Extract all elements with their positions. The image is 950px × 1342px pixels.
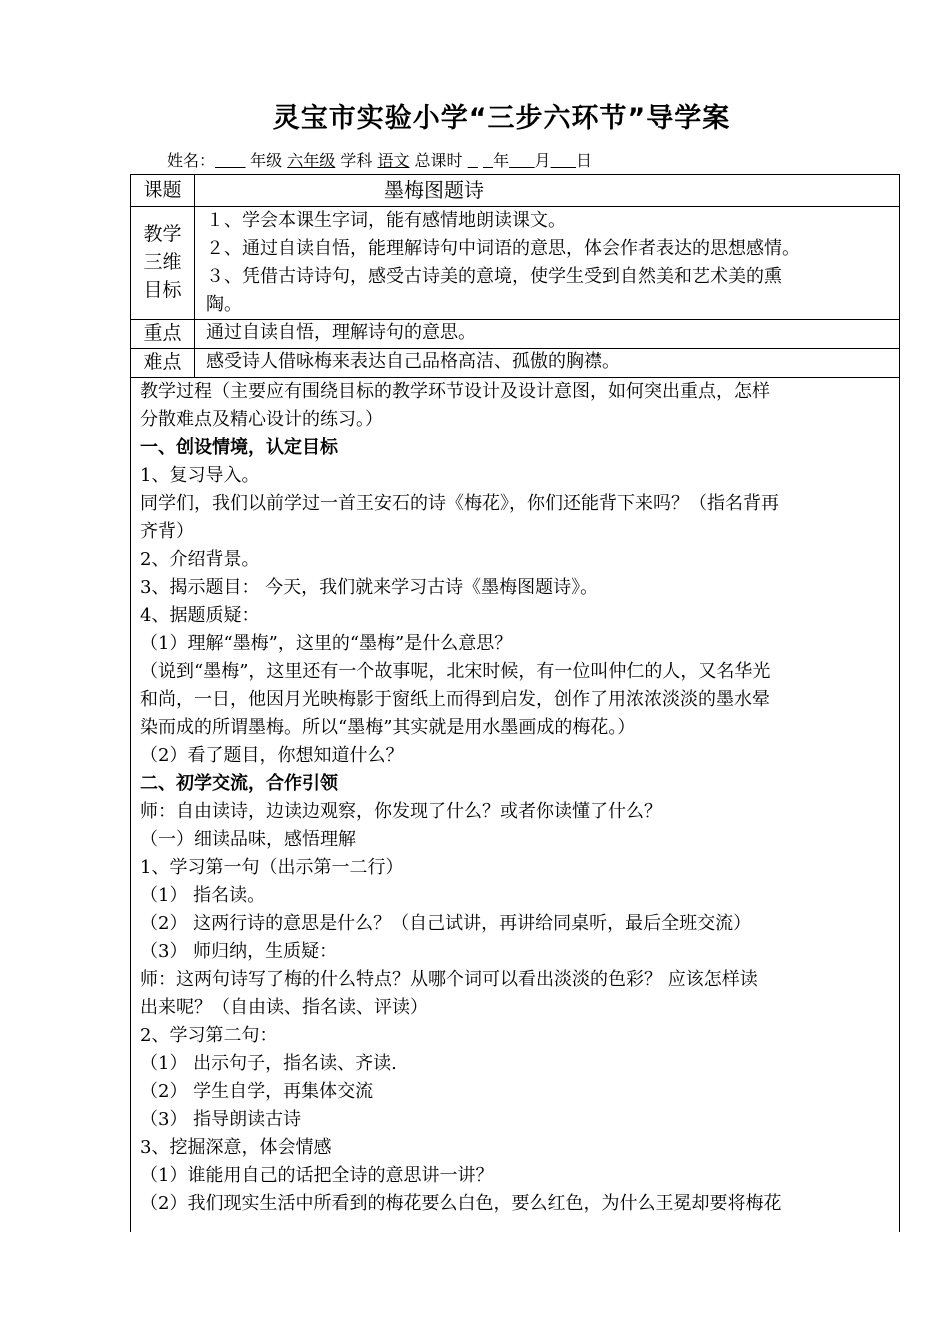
- month-label: 月: [534, 151, 551, 170]
- goals-row: [131, 206, 899, 320]
- topic-value: 墨梅图题诗: [384, 178, 484, 202]
- key-point-label: 重点: [131, 319, 195, 348]
- process-line: （3） 指导朗读古诗: [140, 1109, 302, 1130]
- process-line: （2） 这两行诗的意思是什么？（自己试讲，再讲给同桌听，最后全班交流）: [140, 913, 752, 934]
- goals-list: [206, 207, 893, 319]
- subject-value: 语文: [377, 151, 410, 170]
- total-hours-blank-2: [483, 151, 493, 170]
- process-line: 1、复习导入。: [140, 465, 260, 486]
- day-label: 日: [576, 151, 593, 170]
- section-heading: 一、创设情境，认定目标: [140, 437, 338, 458]
- difficulty-row: [131, 348, 899, 378]
- goal-item: ３、凭借古诗诗句，感受古诗美的意境，使学生受到自然美和艺术美的熏: [206, 266, 782, 287]
- goal-item: ２、通过自读自悟，能理解诗句中词语的意思，体会作者表达的思想感情。: [206, 238, 800, 259]
- process-line: 2、学习第二句：: [140, 1025, 278, 1046]
- process-line: （1） 指名读。: [140, 885, 266, 906]
- topic-row: [131, 175, 899, 207]
- lesson-plan-table: [130, 174, 900, 1232]
- total-hours-blank: [468, 151, 478, 170]
- process-line: （2）我们现实生活中所看到的梅花要么白色，要么红色，为什么王冕却要将梅花: [140, 1193, 782, 1214]
- difficulty-label: 难点: [131, 348, 195, 377]
- name-label: 姓名：: [167, 151, 216, 170]
- process-line: （一）细读品味，感悟理解: [140, 829, 356, 850]
- grade-label: 年级: [250, 151, 283, 170]
- process-line: 教学过程（主要应有围绕目标的教学环节设计及设计意图，如何突出重点，怎样: [140, 381, 770, 402]
- process-line: （2）看了题目，你想知道什么？: [140, 745, 404, 766]
- process-line: 齐背）: [140, 521, 194, 542]
- process-line: 3、挖掘深意，体会情感: [140, 1137, 332, 1158]
- total-hours-label: 总课时: [414, 151, 463, 170]
- process-line: 分散难点及精心设计的练习。）: [140, 409, 383, 430]
- goal-item: １、学会本课生字词，能有感情地朗读课文。: [206, 210, 566, 231]
- goals-label-line-3: 目标: [143, 279, 182, 301]
- document-title: 灵宝市实验小学“三步六环节”导学案: [272, 103, 731, 134]
- process-line: 师：自由读诗，边读边观察，你发现了什么？或者你读懂了什么？: [140, 801, 662, 822]
- process-line: （1）谁能用自己的话把全诗的意思讲一讲？: [140, 1165, 494, 1186]
- goals-label-line-1: 教学: [143, 223, 182, 245]
- goals-label: [131, 206, 195, 319]
- grade-value: 六年级: [287, 151, 336, 170]
- difficulty-value: 感受诗人借咏梅来表达自己品格高洁、孤傲的胸襟。: [206, 351, 620, 372]
- process-line: 2、介绍背景。: [140, 549, 260, 570]
- section-heading: 二、初学交流，合作引领: [140, 773, 338, 794]
- month-blank: [509, 151, 534, 170]
- process-line: 染而成的所谓墨梅。所以“墨梅”其实就是用水墨画成的梅花。）: [140, 717, 636, 738]
- day-blank: [551, 151, 576, 170]
- process-line: （3） 师归纳，生质疑：: [140, 941, 338, 962]
- key-point-value: 通过自读自悟，理解诗句的意思。: [206, 322, 476, 343]
- process-line: 同学们，我们以前学过一首王安石的诗《梅花》，你们还能背下来吗？（指名背再: [140, 493, 779, 514]
- topic-label: 课题: [131, 175, 195, 206]
- year-label: 年: [493, 151, 510, 170]
- process-line: 师：这两句诗写了梅的什么特点？从哪个词可以看出淡淡的色彩？ 应该怎样读: [140, 969, 758, 990]
- subject-label: 学科: [340, 151, 373, 170]
- name-blank: [215, 151, 245, 170]
- process-line: 出来呢？（自由读、指名读、评读）: [140, 997, 428, 1018]
- key-point-row: [131, 319, 899, 349]
- goal-item: 陶。: [206, 294, 242, 315]
- process-line: 3、揭示题目： 今天，我们就来学习古诗《墨梅图题诗》。: [140, 577, 599, 598]
- meta-line: [167, 148, 592, 171]
- teaching-process: [140, 378, 892, 1218]
- process-line: （1）理解“墨梅”，这里的“墨梅”是什么意思？: [140, 633, 513, 654]
- goals-label-line-2: 三维: [143, 251, 182, 273]
- process-line: 和尚，一日，他因月光映梅影于窗纸上而得到启发，创作了用浓浓淡淡的墨水晕: [140, 689, 770, 710]
- process-line: （1） 出示句子，指名读、齐读.: [140, 1053, 397, 1074]
- process-line: 1、学习第一句（出示第一二行）: [140, 857, 404, 878]
- process-line: 4、据题质疑：: [140, 605, 260, 626]
- process-line: （说到“墨梅”，这里还有一个故事呢，北宋时候，有一位叫仲仁的人，又名华光: [140, 661, 771, 682]
- process-line: （2） 学生自学，再集体交流: [140, 1081, 374, 1102]
